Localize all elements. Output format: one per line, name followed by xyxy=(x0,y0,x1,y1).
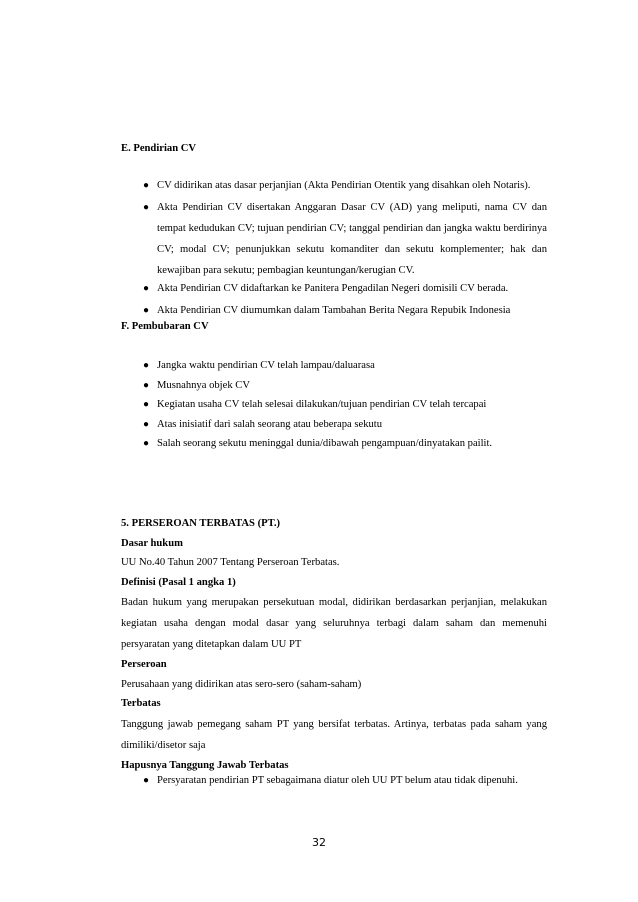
section-e-heading: E. Pendirian CV xyxy=(121,143,197,154)
hapusnya-list xyxy=(121,772,547,790)
list-item: ● Akta Pendirian CV diumumkan dalam Tambahan Berita Negara Repubik Indonesia xyxy=(121,302,547,320)
list-item: ● Akta Pendirian CV disertakan Anggaran Dasar CV (AD) yang meliputi, nama CV dan tempat kedudukan CV; tujuan pendirian CV; tanggal pendirian dan jangka waktu berdirinya CV; modal CV; penunjukkan sekutu komanditer dan sekutu komplementer; hak dan kewajiban para sekutu; pembagian keuntungan/kerugian CV. xyxy=(121,197,547,281)
section-e-list xyxy=(121,177,547,320)
list-item: ● Atas inisiatif dari salah seorang atau beberapa sekutu xyxy=(121,415,547,435)
list-item: ● Jangka waktu pendirian CV telah lampau/daluarasa xyxy=(121,356,547,376)
perseroan-text: Perusahaan yang didirikan atas sero-sero (saham-saham) xyxy=(121,678,362,690)
perseroan-title: Perseroan xyxy=(121,659,167,670)
section-5-heading: 5. PERSEROAN TERBATAS (PT.) xyxy=(121,518,281,529)
list-item: ● Kegiatan usaha CV telah selesai dilakukan/tujuan pendirian CV telah tercapai xyxy=(121,395,547,415)
definisi-text: Badan hukum yang merupakan persekutuan modal, didirikan berdasarkan perjanjian, melakukan kegiatan usaha dengan modal dasar yang seluruhnya terbagi dalam saham dan memenuhi persyaratan yang ditetapkan dalam UU PT xyxy=(121,597,547,650)
list-item: ● Musnahnya objek CV xyxy=(121,376,547,396)
list-item: ● Akta Pendirian CV didaftarkan ke Panitera Pengadilan Negeri domisili CV berada. xyxy=(121,280,547,298)
bullet-icon: ● xyxy=(143,180,150,191)
list-item: ● CV didirikan atas dasar perjanjian (Akta Pendirian Otentik yang disahkan oleh Notaris). xyxy=(121,177,547,195)
section-5 xyxy=(121,514,547,775)
bullet-icon: ● xyxy=(143,399,150,411)
list-item: ● Salah seorang sekutu meninggal dunia/dibawah pengampuan/dinyatakan pailit. xyxy=(121,434,547,454)
bullet-icon: ● xyxy=(143,775,150,786)
dasar-hukum-text: UU No.40 Tahun 2007 Tentang Perseroan Terbatas. xyxy=(121,557,340,568)
list-item: ● Persyaratan pendirian PT sebagaimana diatur oleh UU PT belum atau tidak dipenuhi. xyxy=(121,772,547,790)
terbatas-title: Terbatas xyxy=(121,698,161,709)
terbatas-text: Tanggung jawab pemegang saham PT yang bersifat terbatas. Artinya, terbatas pada saham yang dimiliki/disetor saja xyxy=(121,718,547,751)
bullet-icon: ● xyxy=(143,379,150,391)
bullet-icon: ● xyxy=(143,283,150,294)
bullet-icon: ● xyxy=(143,305,150,316)
bullet-icon: ● xyxy=(143,360,150,371)
section-f-heading: F. Pembubaran CV xyxy=(121,321,209,332)
definisi-title: Definisi (Pasal 1 angka 1) xyxy=(121,576,236,588)
bullet-icon: ● xyxy=(143,438,150,450)
hapusnya-title: Hapusnya Tanggung Jawab Terbatas xyxy=(121,759,289,771)
page-number: 32 xyxy=(312,836,326,849)
dasar-hukum-title: Dasar hukum xyxy=(121,537,183,549)
bullet-icon: ● xyxy=(143,418,150,430)
section-f-list xyxy=(121,356,547,454)
bullet-icon: ● xyxy=(143,202,150,213)
